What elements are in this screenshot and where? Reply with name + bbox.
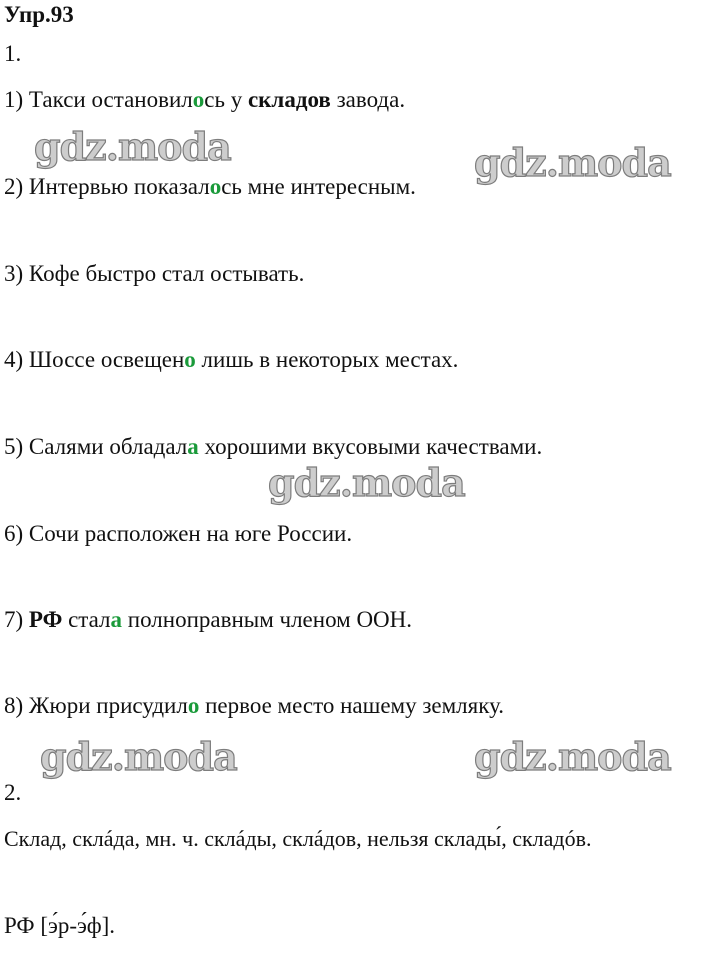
sentence-5 <box>4 433 542 461</box>
sentence-text: хорошими вкусовыми качествами. <box>198 434 543 459</box>
sentence-8 <box>4 692 504 720</box>
sentence-4 <box>4 346 458 374</box>
watermark-logo: gdz.moda <box>268 460 465 505</box>
watermark-logo: gdz.moda <box>34 124 231 169</box>
sentence-number: 4) <box>4 347 24 372</box>
sentence-number: 7) <box>4 607 24 632</box>
watermark-logo: gdz.moda <box>474 734 671 779</box>
bold-word: РФ <box>28 607 63 632</box>
sentence-text: Салями обладал <box>28 434 188 459</box>
sentence-text: Кофе быстро стал остывать. <box>28 261 305 286</box>
highlighted-ending: а <box>187 434 199 459</box>
highlighted-ending: о <box>187 693 200 718</box>
sentence-6 <box>4 520 352 548</box>
sentence-number: 3) <box>4 261 24 286</box>
sentence-text: сь мне интересным. <box>221 174 416 199</box>
sentence-text: полноправным членом ООН. <box>122 607 413 632</box>
sentence-text: лишь в некоторых местах. <box>195 347 459 372</box>
sentence-text: Жюри присудил <box>28 693 188 718</box>
sentence-text: Сочи расположен на юге России. <box>28 521 353 546</box>
sentence-number: 8) <box>4 693 24 718</box>
part2-label: 2. <box>4 780 22 805</box>
highlighted-ending: а <box>110 607 123 632</box>
sentence-2 <box>4 173 416 201</box>
part1-label: 1. <box>4 41 22 66</box>
sentence-text: первое место нашему земляку. <box>199 693 505 718</box>
sentence-7 <box>4 606 412 634</box>
sentence-number: 6) <box>4 521 24 546</box>
sentence-text: Шоссе освещен <box>28 347 185 372</box>
exercise-title: Упр.93 <box>4 2 74 27</box>
abbreviation-line: РФ [э́р-э́ф]. <box>4 913 116 938</box>
sentence-number: 5) <box>4 434 24 459</box>
sentence-text: Такси остановил <box>28 87 193 112</box>
watermark-logo: gdz.moda <box>474 140 671 185</box>
sentence-text: завода. <box>330 87 406 112</box>
highlighted-ending: о <box>209 174 222 199</box>
bold-word: складов <box>247 87 331 112</box>
highlighted-ending: о <box>192 87 205 112</box>
sentence-3 <box>4 260 304 288</box>
stress-line: Склад, склáда, мн. ч. склáды, склáдов, нельзя склады́, складóв. <box>4 826 592 851</box>
sentence-text: стал <box>62 607 111 632</box>
sentence-text: Интервью показал <box>28 174 210 199</box>
sentence-number: 2) <box>4 174 24 199</box>
highlighted-ending: о <box>184 347 196 372</box>
watermark-logo: gdz.moda <box>40 734 237 779</box>
sentence-1 <box>4 86 405 114</box>
sentence-number: 1) <box>4 87 24 112</box>
sentence-text: сь у <box>204 87 248 112</box>
